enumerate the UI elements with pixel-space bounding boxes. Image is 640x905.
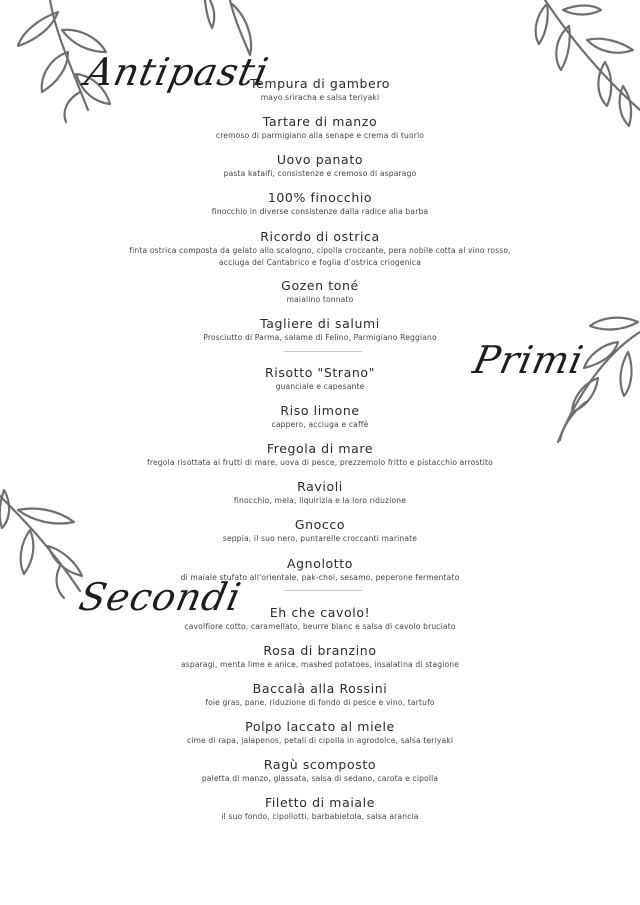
menu-item: [0, 681, 640, 709]
dish-name: 100% finocchio: [267, 190, 373, 205]
dish-description: cappero, acciuga e caffè: [271, 420, 369, 429]
menu-item: [0, 229, 640, 269]
menu-item: [0, 556, 640, 584]
dish-name: Filetto di maiale: [264, 795, 376, 810]
dish-description: cavolfiore cotto, caramellato, beurre blanc e salsa di cavolo bruciato: [184, 622, 456, 631]
section-title-primi: Primi: [469, 338, 588, 382]
dish-name: Tempura di gambero: [249, 76, 391, 91]
menu-item: [0, 114, 640, 142]
menu-item: [0, 190, 640, 218]
dish-description: asparagi, menta lime e anice, mashed potatoes, insalatina di stagione: [180, 660, 460, 669]
menu-item: [0, 278, 640, 306]
dish-name: Gnocco: [294, 517, 346, 532]
dish-description: maialino tonnato: [286, 295, 354, 304]
dish-description: Prosciutto di Parma, salame di Felino, Parmigiano Reggiano: [203, 333, 437, 342]
dish-description: il suo fondo, cipollotti, barbabietola, salsa arancia: [221, 812, 419, 821]
dish-description: finocchio, mela, liquirizia e la loro riduzione: [233, 496, 407, 505]
menu-item: [0, 605, 640, 633]
menu-item: [0, 643, 640, 671]
dish-name: Tagliere di salumi: [260, 316, 380, 331]
dish-description: foie gras, pane, riduzione di fondo di pesce e vino, tartufo: [205, 698, 435, 707]
menu-item: [0, 517, 640, 545]
menu-item: [0, 365, 640, 393]
dish-description: di maiale stufato all'orientale, pak-choi, sesamo, peperone fermentato: [180, 573, 460, 582]
dish-description-line-2: acciuga del Cantabrico e foglia d'ostrica criogenica: [218, 258, 422, 267]
menu-item: [0, 795, 640, 823]
dish-description: cime di rapa, jalapenos, petali di cipolla in agrodolce, salsa teriyaki: [186, 736, 454, 745]
dish-name: Rosa di branzino: [263, 643, 377, 658]
dish-name: Risotto "Strano": [264, 365, 376, 380]
section-divider: [284, 351, 362, 352]
menu-item: [0, 441, 640, 469]
menu-item: [0, 152, 640, 180]
section-divider: [284, 590, 362, 591]
dish-description: guanciale e capesante: [275, 382, 365, 391]
menu-item: [0, 757, 640, 785]
dish-name: Baccalà alla Rossini: [252, 681, 388, 696]
dish-name: Ricordo di ostrica: [260, 229, 380, 244]
dish-name: Agnolotto: [286, 556, 354, 571]
dish-description: seppia, il suo nero, puntarelle croccanti marinate: [222, 534, 418, 543]
dish-description: fregola risottata ai frutti di mare, uova di pesce, prezzemolo fritto e pistacchio arrostito: [147, 458, 493, 467]
dish-name: Fregola di mare: [266, 441, 374, 456]
menu-item: [0, 479, 640, 507]
dish-name: Uovo panato: [276, 152, 364, 167]
dish-description: cremoso di parmigiano alla senape e crema di tuorlo: [215, 131, 425, 140]
section-title-antipasti: Antipasti: [81, 50, 273, 94]
dish-name: Gozen toné: [281, 278, 359, 293]
dish-description: pasta kataifi, consistenze e cremoso di asparago: [223, 169, 417, 178]
dish-description: finta ostrica composta da gelato allo scalogno, cipolla croccante, pera nobile cotta al vino rosso,: [129, 246, 511, 255]
menu-item: [0, 316, 640, 344]
dish-name: Polpo laccato al miele: [245, 719, 395, 734]
dish-description: mayo sriracha e salsa teriyaki: [260, 93, 380, 102]
menu-item: [0, 403, 640, 431]
dish-name: Tartare di manzo: [262, 114, 378, 129]
menu-item: [0, 719, 640, 747]
dish-name: Eh che cavolo!: [269, 605, 371, 620]
section-title-secondi: Secondi: [75, 575, 246, 619]
menu-item: [0, 76, 640, 104]
dish-description: finocchio in diverse consistenze dalla radice alla barba: [211, 207, 429, 216]
dish-name: Ragù scomposto: [263, 757, 377, 772]
dish-name: Riso limone: [280, 403, 360, 418]
dish-name: Ravioli: [297, 479, 343, 494]
dish-description: paletta di manzo, glassata, salsa di sedano, carota e cipolla: [201, 774, 439, 783]
